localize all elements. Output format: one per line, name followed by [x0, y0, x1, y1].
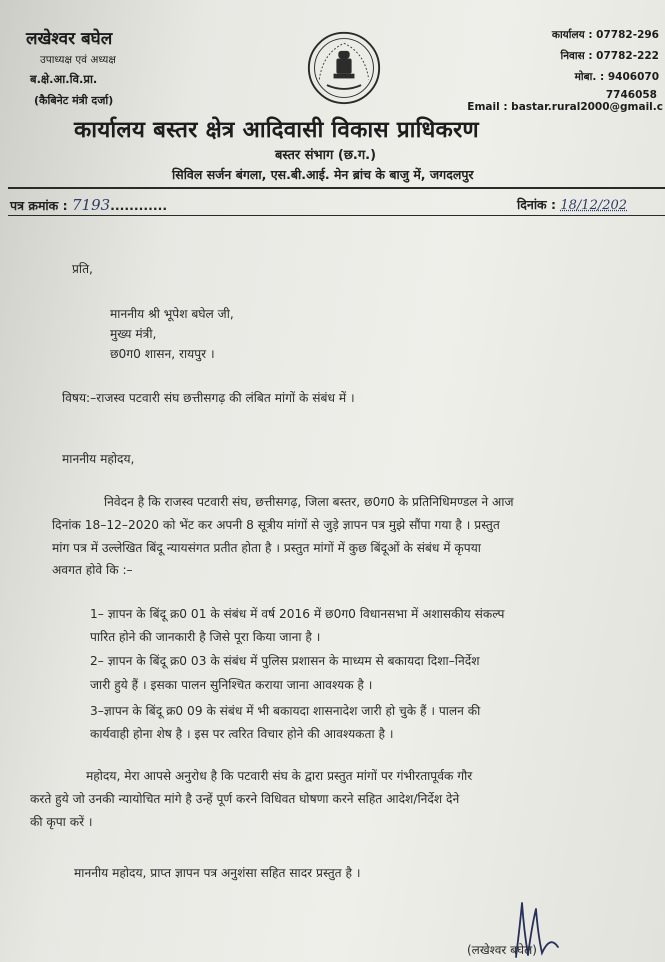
point1-line-1: 1– ज्ञापन के बिंदू क्र0 01 के संबंध में वर्ष 2016 में छ0ग0 विधानसभा में अशासकीय संकल्प — [90, 607, 505, 621]
header-rule-bottom — [8, 215, 665, 216]
point2-line-2: जारी हुये हैं । इसका पालन सुनिश्चित कराया जाना आवश्यक है । — [90, 678, 373, 692]
residence-phone: निवास : 07782-222 — [560, 50, 659, 62]
subject-line: विषय:–राजस्व पटवारी संघ छत्तीसगढ़ की लंबित मांगों के संबंध में । — [62, 391, 355, 405]
date-value: 18/12/202 — [560, 198, 628, 213]
office-phone: कार्यालय : 07782-296 — [551, 29, 659, 41]
para3-line: माननीय महोदय, प्राप्त ज्ञापन पत्र अनुशंसा सहित सादर प्रस्तुत है । — [74, 866, 361, 880]
ref-value: 7193 — [71, 196, 111, 214]
ashoka-emblem-seal-icon — [306, 30, 382, 106]
cabinet-rank: (कैबिनेट मंत्री दर्जा) — [34, 94, 114, 107]
point1-line-2: पारित होने की जानकारी है जिसे पूरा किया जाना है । — [90, 630, 321, 644]
para2-line-1: महोदय, मेरा आपसे अनुरोध है कि पटवारी संघ के द्वारा प्रस्तुत मांगों पर गंभीरतापूर्वक गौर — [86, 769, 473, 783]
point3-line-1: 3–ज्ञापन के बिंदू क्र0 09 के संबंध में भी बकायदा शासनादेश जारी हो चुके हैं । पालन की — [90, 704, 481, 718]
letter-date — [517, 196, 627, 213]
author-name: लखेश्वर बघेल — [26, 29, 113, 49]
salutation: माननीय महोदय, — [62, 452, 135, 466]
para1-line-2: दिनांक 18–12–2020 को भेंट कर अपनी 8 सूत्रीय मांगों से जुड़े ज्ञापन पत्र मुझे सौंपा गया है । प्रस्तुत — [52, 518, 500, 532]
para1-line-1: निवेदन है कि राजस्व पटवारी संघ, छत्तीसगढ़, जिला बस्तर, छ0ग0 के प्रतिनिधिमण्डल ने आज — [104, 495, 514, 509]
para2-line-2: करते हुये जो उनकी न्यायोचित मांगे है उन्हें पूर्ण करने विधिवत घोषणा करने सहित आदेश/निर्देश देने — [30, 792, 460, 806]
prati-label: प्रति, — [72, 262, 93, 276]
point2-line-1: 2– ज्ञापन के बिंदू क्र0 03 के संबंध में पुलिस प्रशासन के माध्यम से बकायदा दिशा–निर्देश — [90, 654, 480, 668]
ref-number — [10, 196, 167, 214]
recipient-line-1: माननीय श्री भूपेश बघेल जी, — [110, 307, 234, 321]
recipient-line-3: छ0ग0 शासन, रायपुर । — [110, 347, 215, 361]
office-address: सिविल सर्जन बंगला, एस.बी.आई. मेन ब्रांच के बाजु में, जगदलपुर — [172, 167, 474, 182]
mobile-number: मोबा. : 9406070 — [574, 71, 659, 83]
header-rule-top — [8, 187, 665, 189]
mobile-number-2: 7746058 — [605, 89, 657, 101]
author-designation: उपाध्यक्ष एवं अध्यक्ष — [40, 54, 116, 66]
ref-dots: ............ — [110, 198, 168, 213]
office-title: कार्यालय बस्तर क्षेत्र आदिवासी विकास प्राधिकरण — [74, 117, 479, 143]
division-name: बस्तर संभाग (छ.ग.) — [275, 148, 377, 163]
committee-abbrev: ब.क्षे.आ.वि.प्रा. — [30, 72, 98, 86]
para2-line-3: की कृपा करें । — [30, 815, 93, 829]
point3-line-2: कार्यवाही होना शेष है । इस पर त्वरित विचार होने की आवश्यकता है । — [90, 727, 394, 741]
recipient-line-2: मुख्य मंत्री, — [110, 327, 157, 341]
para1-line-4: अवगत होवे कि :– — [52, 563, 133, 577]
para1-line-3: मांग पत्र में उल्लेखित बिंदू न्यायसंगत प्रतीत होता है । प्रस्तुत मांगों में कुछ बिंदूओं के संबंध में कृपया — [52, 541, 481, 555]
signatory-name: (लखेश्वर बघेल) — [467, 943, 537, 957]
email-address: Email : bastar.rural2000@gmail.c — [467, 101, 663, 113]
ref-label: पत्र क्रमांक : — [10, 198, 68, 213]
date-label: दिनांक : — [517, 197, 557, 212]
